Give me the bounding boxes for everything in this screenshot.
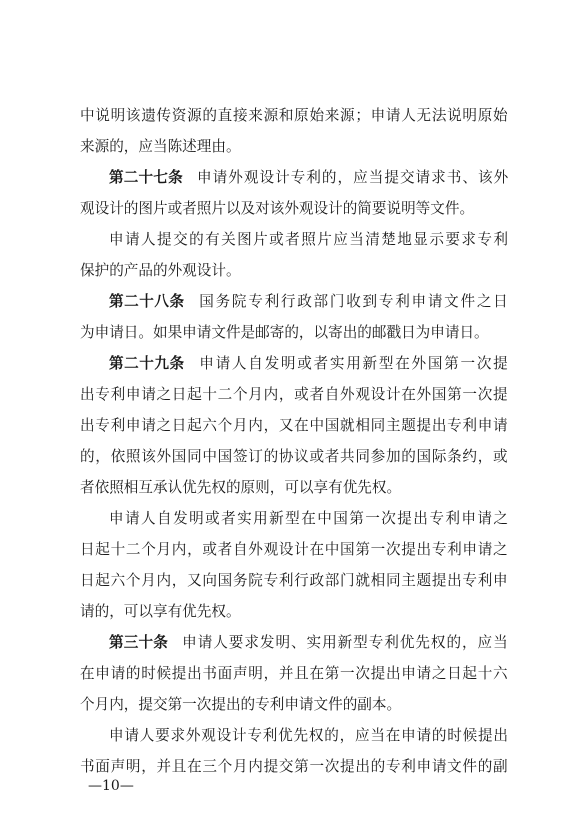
article-paragraph — [80, 348, 508, 503]
text-line — [80, 255, 508, 286]
text-line — [80, 162, 508, 193]
line-text: 者依照相互承认优先权的原则，可以享有优先权。 — [80, 479, 402, 496]
text-line — [80, 441, 508, 472]
line-text: 保护的产品的外观设计。 — [80, 262, 241, 279]
text-line — [80, 131, 508, 162]
text-line — [80, 720, 508, 751]
article-paragraph — [80, 162, 508, 224]
text-line — [80, 503, 508, 534]
text-line — [80, 751, 508, 782]
line-text: 中 说 明 该 遗 传 资 源 的 直 接 来 源 和 原 始 来 源 ； 申 请 人 无 法 说 明 原 始 — [80, 107, 508, 124]
line-text: 为申请日。如果申请文件是邮寄的，以寄出的邮戳日为申请日。 — [80, 324, 489, 341]
article-number: 第二十九条 — [109, 355, 185, 372]
text-line — [80, 658, 508, 689]
paragraph — [80, 503, 508, 627]
text-line — [80, 534, 508, 565]
article-number: 第二十七条 — [109, 169, 183, 186]
article-number: 第二十八条 — [109, 293, 185, 310]
line-text: 申 请 人 要 求 外 观 设 计 专 利 优 先 权 的 ， 应 当 在 申 请 的 时 候 提 出 — [109, 727, 508, 744]
line-text: 个月内，提交第一次提出的专利申请文件的副本。 — [80, 696, 402, 713]
text-line — [80, 596, 508, 627]
article-number: 第三十条 — [109, 634, 168, 651]
paragraph — [80, 224, 508, 286]
line-text: 日 起 十 二 个 月 内 ， 或 者 自 外 观 设 计 在 中 国 第 一 次 提 出 专 利 申 请 之 — [80, 541, 508, 558]
text-line — [80, 286, 508, 317]
line-text: 来源的，应当陈述理由。 — [80, 138, 241, 155]
line-text: 申 请 人 自 发 明 或 者 实 用 新 型 在 外 国 第 一 次 提 — [198, 355, 508, 372]
text-line — [80, 379, 508, 410]
article-paragraph — [80, 627, 508, 720]
line-text: 出 专 利 申 请 之 日 起 十 二 个 月 内 ， 或 者 自 外 观 设 计 在 外 国 第 一 次 提 — [80, 386, 508, 403]
paragraph — [80, 720, 508, 782]
text-line — [80, 348, 508, 379]
line-text: 国 务 院 专 利 行 政 部 门 收 到 专 利 申 请 文 件 之 日 — [198, 293, 508, 310]
text-line — [80, 317, 508, 348]
line-text: 申 请 人 提 交 的 有 关 图 片 或 者 照 片 应 当 清 楚 地 显 示 要 求 专 利 — [109, 231, 508, 248]
text-line — [80, 100, 508, 131]
text-line — [80, 472, 508, 503]
line-text: 申 请 人 自 发 明 或 者 实 用 新 型 在 中 国 第 一 次 提 出 专 利 申 请 之 — [109, 510, 508, 527]
line-text: 书 面 声 明 ， 并 且 在 三 个 月 内 提 交 第 一 次 提 出 的 专 利 申 请 文 件 的 副 — [80, 758, 508, 775]
line-text: 申 请 外 观 设 计 专 利 的 ， 应 当 提 交 请 求 书 、 该 外 — [196, 169, 509, 186]
line-text: 申 请 人 要 求 发 明 、 实 用 新 型 专 利 优 先 权 的 ， 应 当 — [182, 634, 508, 651]
text-line — [80, 689, 508, 720]
line-text: 日 起 六 个 月 内 ， 又 向 国 务 院 专 利 行 政 部 门 就 相 同 主 题 提 出 专 利 申 — [80, 572, 508, 589]
paragraph — [80, 100, 508, 162]
text-line — [80, 410, 508, 441]
text-line — [80, 224, 508, 255]
line-text: 在 申 请 的 时 候 提 出 书 面 声 明 ， 并 且 在 第 一 次 提 出 申 请 之 日 起 十 六 — [80, 665, 508, 682]
line-text: 的 ， 依 照 该 外 国 同 中 国 签 订 的 协 议 或 者 共 同 参 加 的 国 际 条 约 ， 或 — [80, 448, 508, 465]
line-text: 请的，可以享有优先权。 — [80, 603, 241, 620]
text-line — [80, 565, 508, 596]
line-text: 出 专 利 申 请 之 日 起 六 个 月 内 ， 又 在 中 国 就 相 同 主 题 提 出 专 利 申 请 — [80, 417, 508, 434]
line-text: 观设计的图片或者照片以及对该外观设计的简要说明等文件。 — [80, 200, 475, 217]
text-line — [80, 627, 508, 658]
article-paragraph — [80, 286, 508, 348]
document-body — [80, 100, 508, 782]
text-line — [80, 193, 508, 224]
page-number: —10— — [88, 778, 134, 794]
